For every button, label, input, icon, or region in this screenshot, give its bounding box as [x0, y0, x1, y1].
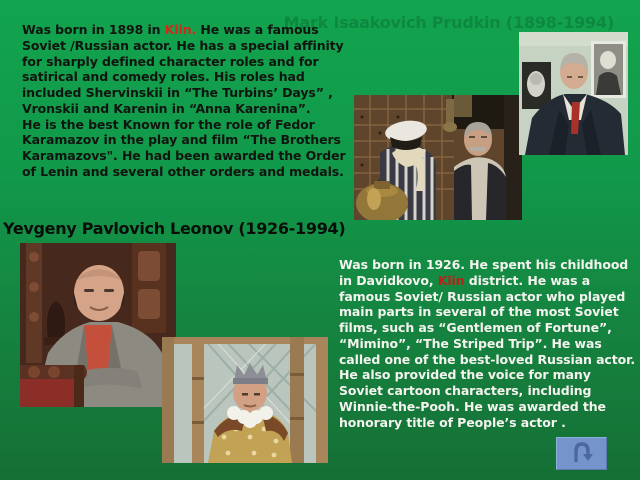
u-turn-arrow-icon — [569, 441, 595, 466]
leonov-bio-text — [339, 257, 637, 430]
bio-text-segment: district. He was a famous Soviet/ Russian actor who played main parts in several of the most Soviet films, such as “Gentlemen of Fortune”, “Mimino”, “The Striped Trip”. He was called one of the best-loved Russian actor. He also provided the voice for many Soviet cartoon characters, including Winnie-the-Pooh. He was awarded the honorary title of People’s actor . — [339, 272, 636, 430]
karamazov-film-still-photo — [354, 95, 522, 220]
leonov-portrait-photo — [20, 243, 176, 407]
bio-text-segment: He is the best Known for the role of Fedor Karamazov in the play and film “The Brothers Karamazovs". He had been awarded the Order of Lenin and several other orders and medals. — [22, 116, 346, 179]
klin-highlight: Klin. — [164, 22, 197, 37]
ghost-heading: Mark Isaakovich Prudkin (1898-1994) — [283, 13, 614, 32]
leonov-king-still-photo — [162, 337, 328, 463]
return-action-button[interactable] — [556, 437, 607, 470]
leonov-heading: Yevgeny Pavlovich Leonov (1926-1994) — [3, 219, 346, 238]
bio-text-segment: Was born in 1898 in — [22, 22, 165, 37]
bio-text-segment: He was a famous Soviet /Russian actor. He has a special affinity for sharply defined character roles and for satirical and comedy roles. His roles had included Shervinskii in “The Turbins’ Days” , Vronskii and Karenin in “Anna Karenina”. — [22, 22, 344, 116]
klin-highlight: Klin — [437, 272, 465, 288]
bio-text-segment: Was born in 1926. He spent his childhood in Davidkovo, — [339, 257, 629, 288]
prudkin-portrait-photo — [519, 32, 628, 155]
prudkin-bio-text — [22, 22, 356, 180]
